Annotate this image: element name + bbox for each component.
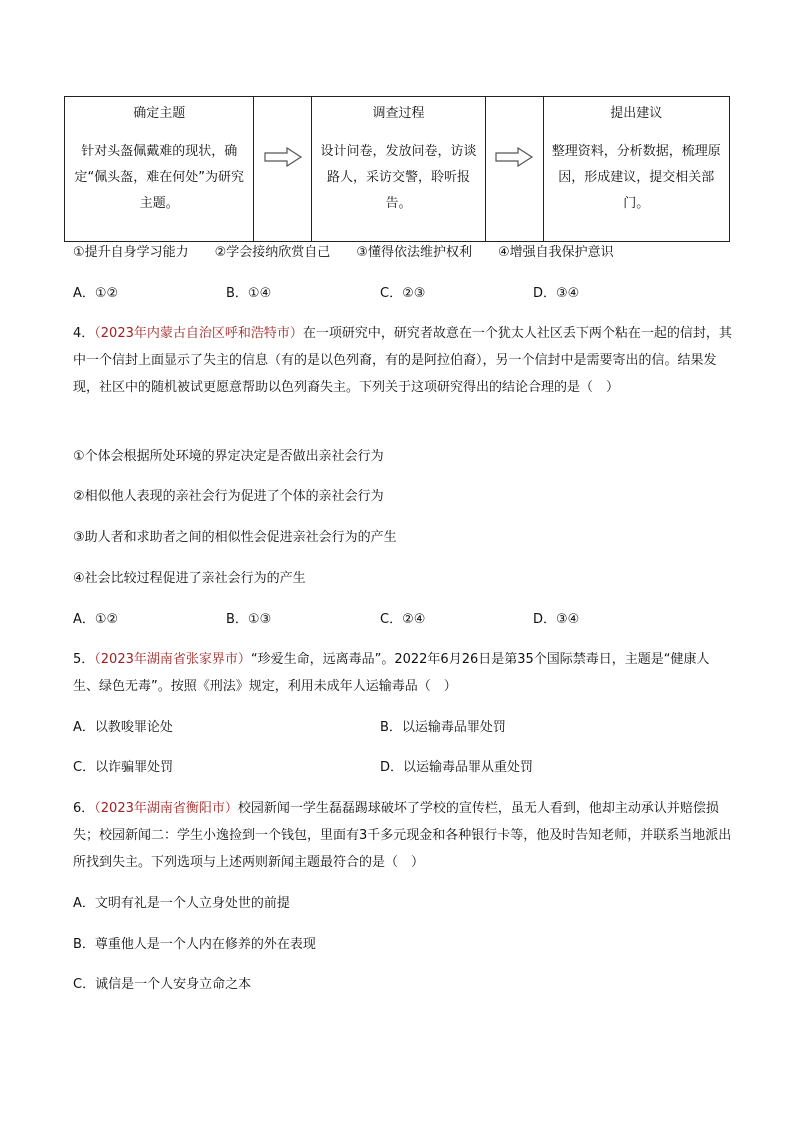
question-number: 4． (73, 326, 95, 341)
option-b[interactable]: B．①③ (226, 612, 272, 627)
option-d[interactable]: D．③④ (533, 612, 580, 627)
option-c[interactable]: C．②④ (380, 612, 426, 627)
option-a[interactable]: A．①② (73, 286, 119, 301)
q5-options-row-2 (73, 759, 713, 777)
flow-box-suggestion (544, 97, 729, 241)
question-6 (73, 795, 733, 876)
option-b[interactable]: B．①④ (226, 286, 272, 301)
question-source: （2023年内蒙古自治区呼和浩特市） (94, 326, 303, 341)
option-a[interactable]: A．以教唆罪论处 (73, 720, 173, 735)
right-arrow-icon (494, 147, 534, 167)
research-flow-table (64, 96, 730, 242)
q5-options-row-1 (73, 719, 713, 737)
question-source: （2023年湖南省张家界市） (94, 652, 251, 667)
flow-box-title: 调查过程 (372, 106, 425, 121)
q4-statement-2: ②相似他人表现的亲社会行为促进了个体的亲社会行为 (73, 489, 384, 504)
flow-arrow-cell (486, 97, 544, 241)
question-number: 6． (73, 801, 95, 816)
flow-box-body: 设计问卷，发放问卷，访谈路人，采访交警，聆听报告。 (320, 144, 477, 211)
option-d[interactable]: D．③④ (533, 286, 580, 301)
flow-box-title: 提出建议 (610, 106, 663, 121)
q3-statements: ①提升自身学习能力 ②学会接纳欣赏自己 ③懂得依法维护权利 ④增强自我保护意识 (73, 245, 614, 260)
q4-statement-1: ①个体会根据所处环境的界定决定是否做出亲社会行为 (73, 449, 384, 464)
option-c[interactable]: C．以诈骗罪处罚 (73, 760, 174, 775)
question-number: 5． (73, 652, 95, 667)
question-stem: “珍爱生命，远离毒品”。2022年6月26日是第35个国际禁毒日，主题是“健康人生、绿色无毒”。按照《刑法》规定，利用未成年人运输毒品（ ） (73, 652, 710, 694)
option-b[interactable]: B．尊重他人是一个人内在修养的外在表现 (73, 937, 316, 952)
option-c[interactable]: C．诚信是一个人安身立命之本 (73, 977, 252, 992)
option-c[interactable]: C．②③ (380, 286, 426, 301)
q4-options (73, 611, 713, 629)
q4-statement-4: ④社会比较过程促进了亲社会行为的产生 (73, 571, 306, 586)
flow-box-title: 确定主题 (133, 106, 186, 121)
option-a[interactable]: A．①② (73, 612, 119, 627)
right-arrow-icon (263, 147, 303, 167)
question-stem: 校园新闻一学生磊磊踢球破坏了学校的宣传栏，虽无人看到，他却主动承认并赔偿损失；校园新闻二：学生小逸捡到一个钱包，里面有3千多元现金和各种银行卡等，他及时告知老师，并联系当地派出所找到失主。下列选项与上述两则新闻主题最符合的是（ ） (73, 801, 732, 870)
flow-box-body: 针对头盔佩戴难的现状，确定“佩头盔，难在何处”为研究主题。 (74, 144, 244, 211)
option-b[interactable]: B．以运输毒品罪处罚 (380, 720, 506, 735)
q3-options (73, 285, 713, 303)
flow-arrow-cell (254, 97, 312, 241)
option-a[interactable]: A．文明有礼是一个人立身处世的前提 (73, 896, 290, 911)
question-source: （2023年湖南省衡阳市） (94, 801, 238, 816)
flow-box-body: 整理资料，分析数据，梳理原因，形成建议，提交相关部门。 (551, 144, 721, 211)
flow-box-process (312, 97, 485, 241)
q4-statement-3: ③助人者和求助者之间的相似性会促进亲社会行为的产生 (73, 530, 397, 545)
question-4 (73, 320, 733, 401)
flow-box-topic (65, 97, 254, 241)
question-5 (73, 646, 733, 700)
option-d[interactable]: D．以运输毒品罪从重处罚 (380, 760, 534, 775)
question-stem: 在一项研究中，研究者故意在一个犹太人社区丢下两个粘在一起的信封，其中一个信封上面显示了失主的信息（有的是以色列裔，有的是阿拉伯裔），另一个信封中是需要寄出的信。结果发现，社区中的随机被试更愿意帮助以色列裔失主。下列关于这项研究得出的结论合理的是（ ） (73, 326, 732, 395)
